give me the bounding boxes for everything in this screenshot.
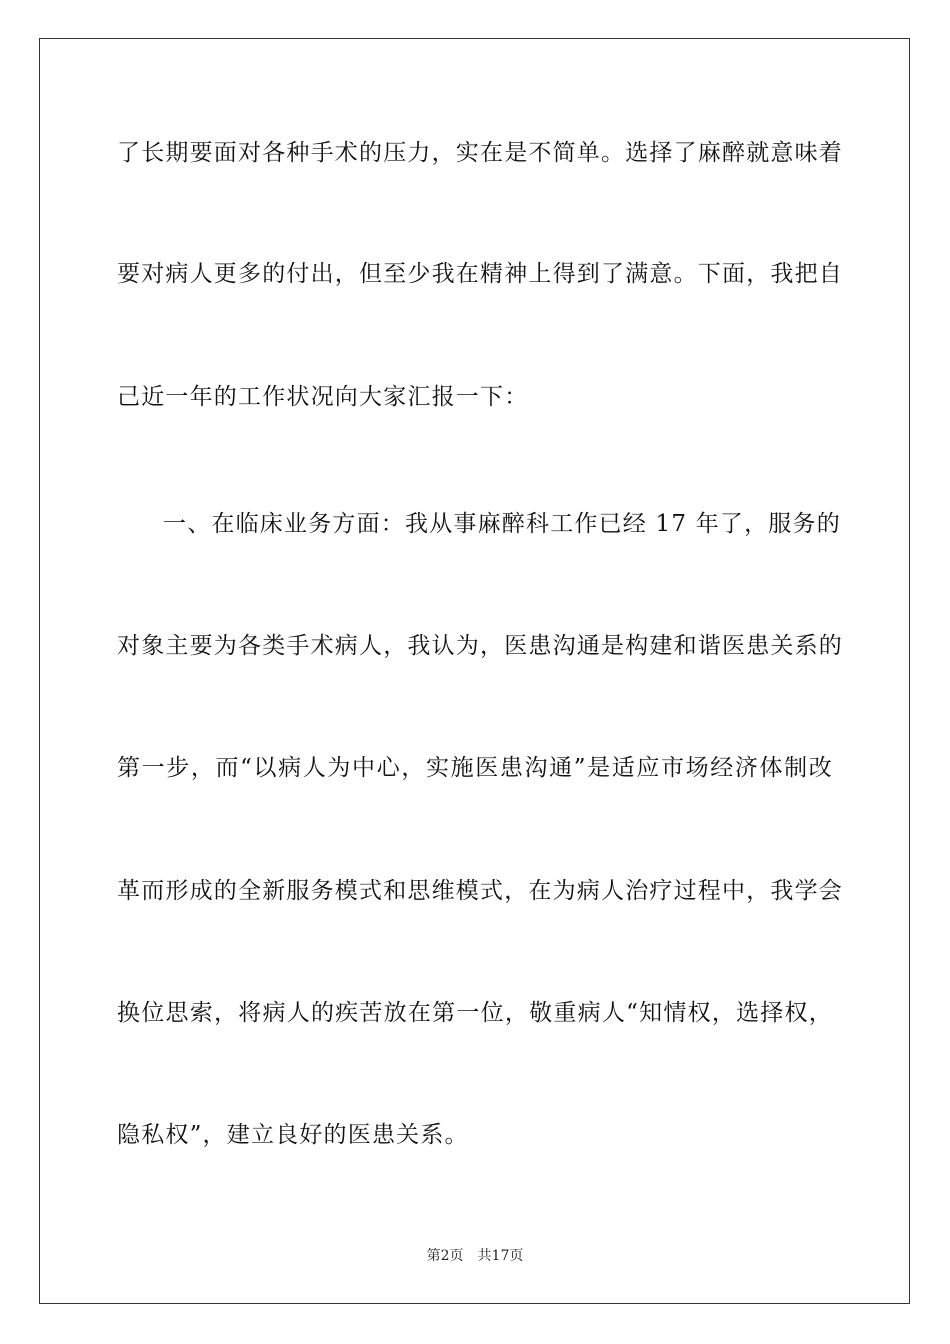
- total-pages-label: 共17页: [477, 1248, 524, 1264]
- text-line-8: 换位思索，将病人的疾苦放在第一位，敬重病人“知情权，选择权，: [117, 1000, 833, 1026]
- text-line-7: 革而形成的全新服务模式和思维模式，在为病人治疗过程中，我学会: [117, 878, 843, 904]
- text-line-9: 隐私权”，建立良好的医患关系。: [117, 1122, 469, 1148]
- text-line-6: 第一步，而“以病人为中心，实施医患沟通”是适应市场经济体制改: [117, 755, 833, 781]
- current-page-label: 第2页: [426, 1248, 464, 1264]
- page-border: [39, 38, 910, 1304]
- text-line-5: 对象主要为各类手术病人，我认为，医患沟通是构建和谐医患关系的: [117, 633, 843, 659]
- text-line-3: 己近一年的工作状况向大家汇报一下：: [117, 384, 529, 410]
- page-footer: [0, 1247, 950, 1265]
- text-line-2: 要对病人更多的付出，但至少我在精神上得到了满意。下面，我把自: [117, 261, 843, 287]
- text-line-1: 了长期要面对各种手术的压力，实在是不简单。选择了麻醉就意味着: [117, 140, 843, 166]
- paragraph-heading-line: 一、在临床业务方面：我从事麻醉科工作已经 17 年了，服务的: [163, 511, 841, 537]
